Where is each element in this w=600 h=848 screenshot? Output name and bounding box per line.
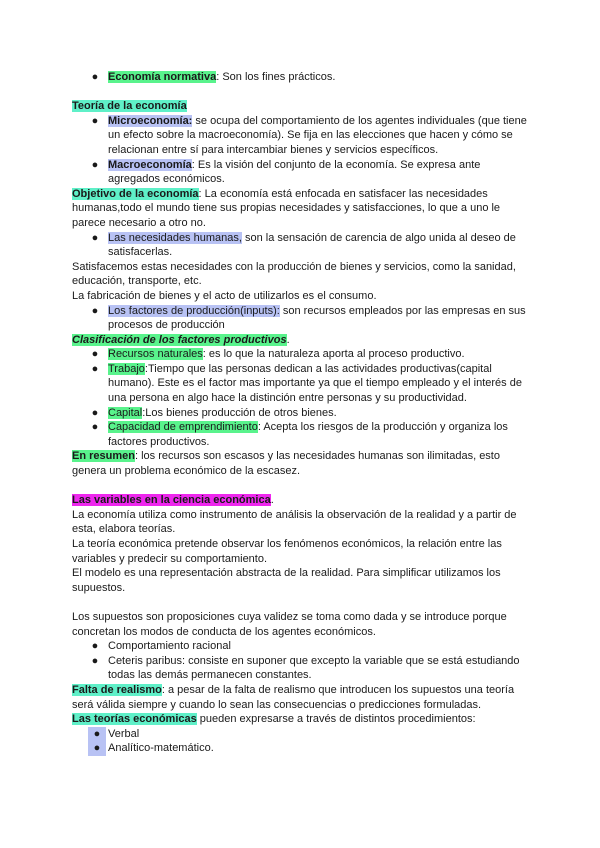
term-macroeconomia: Macroeconomía [108, 158, 192, 171]
term-microeconomia: Microeconomía: [108, 114, 193, 127]
bullet-icon: ● [91, 158, 99, 171]
necesidades-list [72, 231, 534, 260]
section-heading-teoria: Teoría de la economía [72, 100, 187, 113]
bullet-icon: ● [91, 71, 99, 83]
term-factores: Los factores de producción(inputs): [108, 304, 280, 317]
bullet-icon: ● [91, 654, 99, 667]
paragraph: La teoría económica pretende observar los fenómenos económicos, la relación entre las variables y predecir su comportamiento. [72, 538, 502, 565]
bullet-icon: ● [91, 348, 99, 361]
bullet-icon: ● [91, 362, 99, 375]
list-item: ● Economía normativa: Son los fines prácticos. [91, 71, 336, 83]
bullet-icon: ● [91, 640, 99, 653]
list-item: ● Trabajo:Tiempo que las personas dedican a las actividades productivas(capital humano). Este es el factor mas importante ya que el tiempo empleado y el interés de una persona en algo hace la distinción entre personas y su productividad. [91, 362, 522, 405]
term-trabajo: Trabajo [108, 362, 145, 375]
supuestos-list [72, 639, 534, 683]
procedimientos-list [72, 727, 534, 756]
list-item: ● Los factores de producción(inputs): son recursos empleados por las empresas en sus procesos de producción [91, 304, 526, 332]
term-recursos-naturales: Recursos naturales [108, 348, 203, 361]
paragraph: Satisfacemos estas necesidades con la producción de bienes y servicios, como la sanidad, educación, transporte, etc. [72, 260, 516, 288]
list-item: ● Las necesidades humanas, son la sensación de carencia de algo unida al deseo de satisfacerlas. [91, 231, 516, 259]
list-item: ● Comportamiento racional [91, 640, 231, 653]
term-capital: Capital [108, 406, 143, 419]
list-item: ● Capacidad de emprendimiento: Acepta los riesgos de la producción y organiza los factores productivos. [91, 421, 508, 448]
list-item: ● Capital:Los bienes producción de otros bienes. [91, 406, 337, 419]
term-necesidades: Las necesidades humanas, [108, 231, 242, 244]
bullet-icon: ● [88, 727, 106, 742]
term-economia-normativa: Economía normativa [108, 71, 217, 83]
bullet-icon: ● [91, 304, 99, 317]
section-heading-clasificacion: Clasificación de los factores productivos. [72, 333, 290, 346]
term-en-resumen: En resumen [72, 450, 135, 463]
list-item: ● Recursos naturales: es lo que la naturaleza aporta al proceso productivo. [91, 348, 465, 361]
paragraph: La fabricación de bienes y el acto de utilizarlos es el consumo. [72, 289, 377, 302]
section-heading-variables: Las variables en la ciencia económica. [72, 494, 274, 507]
term-falta-realismo: Falta de realismo [72, 683, 162, 696]
term-teorias-economicas: Las teorías económicas [72, 713, 197, 726]
list-item: ● Microeconomía: se ocupa del comportamiento de los agentes individuales (que tiene un efecto sobre la macroeconomía). Se fija en las elecciones que hacen y cómo se relacionan entre sí para intercambiar bienes y servicios específicos. [91, 114, 527, 156]
realismo-paragraph: Falta de realismo: a pesar de la falta de realismo que introducen los supuestos una teoría será válida siempre y cuando lo sean las consecuencias o predicciones formuladas. [72, 683, 515, 711]
term-objetivo: Objetivo de la economía [72, 187, 199, 200]
resumen-paragraph: En resumen: los recursos son escasos y las necesidades humanas son ilimitadas, esto genera un problema económico de la escasez. [72, 450, 500, 478]
bullet-icon: ● [91, 421, 99, 434]
paragraph: Los supuestos son proposiciones cuya validez se toma como dada y se introduce porque concretan los modos de conducta de los agentes económicos. [72, 610, 507, 638]
factores-list [72, 304, 534, 333]
list-item: ● Ceteris paribus: consiste en suponer que excepto la variable que se está estudiando todas las demás permanecen constantes. [91, 654, 520, 682]
teoria-list [72, 114, 534, 187]
clasificacion-list [72, 347, 534, 449]
objetivo-paragraph: Objetivo de la economía: La economía está enfocada en satisfacer las necesidades humanas,todo el mundo tiene sus propias necesidades y satisfacciones, lo que a uno le parece necesario a otro no. [72, 187, 501, 229]
list-item: ● Verbal [72, 727, 534, 742]
list-item: ● Macroeconomía: Es la visión del conjunto de la economía. Se expresa ante agregados económicos. [91, 158, 481, 186]
paragraph: El modelo es una representación abstracta de la realidad. Para simplificar utilizamos los supuestos. [72, 567, 501, 594]
bullet-icon: ● [91, 114, 99, 127]
bullet-icon: ● [91, 231, 99, 244]
bullet-icon: ● [88, 741, 106, 756]
term-capacidad-emprendimiento: Capacidad de emprendimiento [108, 421, 258, 434]
teorias-paragraph: Las teorías económicas pueden expresarse a través de distintos procedimientos: [72, 713, 476, 726]
normativa-list [72, 70, 534, 85]
bullet-icon: ● [91, 406, 99, 419]
paragraph: La economía utiliza como instrumento de análisis la observación de la realidad y a partir de esta, elabora teorías. [72, 508, 517, 536]
document-body [72, 70, 534, 756]
list-item: ● Analítico-matemático. [72, 741, 534, 756]
